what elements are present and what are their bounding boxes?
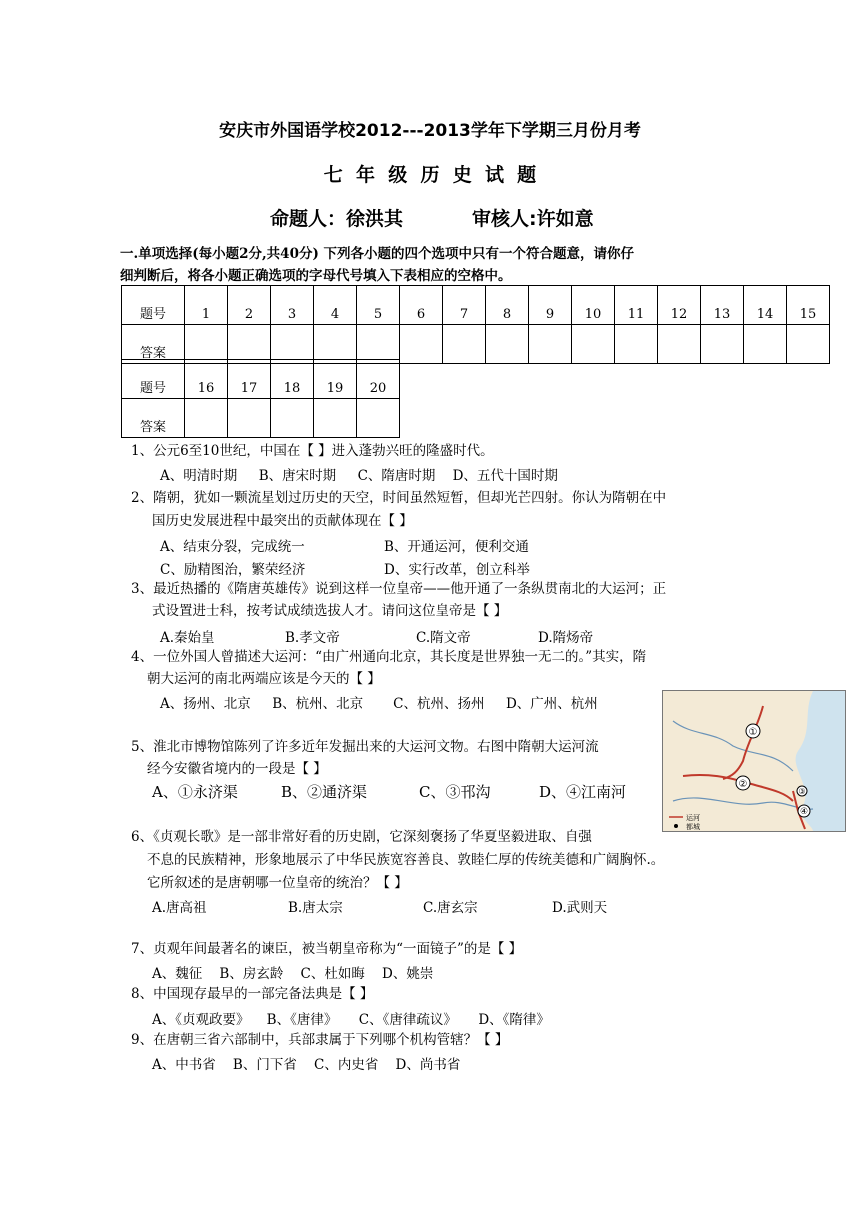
question-8: 8、中国现存最早的一部完备法典是【 】 [131, 986, 374, 1002]
question-number: 19 [314, 360, 357, 399]
marker-1: ① [748, 727, 758, 738]
question-reviewer: 审核人:许如意 [472, 208, 594, 230]
question-2-option-d: D、实行改革，创立科举 [384, 562, 530, 578]
question-2-line1: 2、隋朝，犹如一颗流星划过历史的天空，时间虽然短暂，但却光芒四射。你认为隋朝在中 [131, 490, 667, 506]
exam-title: 安庆市外国语学校2012---2013学年下学期三月份月考 [219, 121, 641, 141]
question-number: 10 [572, 286, 615, 325]
question-7-options: A、魏征 B、房玄龄 C、杜如晦 D、姚崇 [152, 966, 434, 982]
question-2-option-b: B、开通运河，便利交通 [384, 539, 529, 555]
answer-cell[interactable] [658, 325, 701, 364]
question-6-line2: 不息的民族精神，形象地展示了中华民族宽容善良、敦睦仁厚的传统美德和广阔胸怀.。 [147, 852, 665, 868]
question-number: 2 [228, 286, 271, 325]
section-heading-line2: 细判断后，将各小题正确选项的字母代号填入下表相应的空格中。 [120, 268, 512, 284]
answer-cell[interactable] [228, 399, 271, 438]
land-area [663, 691, 813, 831]
question-6-option-d: D.武则天 [552, 900, 608, 916]
subtitle-text: 七 年 级 历 史 试 题 [323, 164, 537, 186]
canal-map-drawing [663, 691, 845, 831]
question-number: 16 [185, 360, 228, 399]
question-5-line1: 5、淮北市博物馆陈列了许多近年发掘出来的大运河文物。右图中隋朝大运河流 [131, 739, 599, 755]
question-number: 5 [357, 286, 400, 325]
question-number: 14 [744, 286, 787, 325]
answer-cell[interactable] [400, 325, 443, 364]
question-number: 7 [443, 286, 486, 325]
answer-cell[interactable] [615, 325, 658, 364]
number-label: 题号 [122, 286, 185, 325]
question-7: 7、贞观年间最著名的谏臣，被当朝皇帝称为“一面镜子”的是【 】 [131, 941, 523, 957]
question-setter: 命题人：徐洪其 [270, 208, 404, 230]
question-2-option-a: A、结束分裂，完成统一 [160, 539, 305, 555]
marker-3: ③ [798, 787, 806, 796]
question-5-option-b: B、②通济渠 [281, 783, 368, 801]
answer-cell[interactable] [572, 325, 615, 364]
answer-table-1-answer-row [122, 325, 830, 364]
question-6-option-c: C.唐玄宗 [423, 900, 478, 916]
question-3-line2: 式设置进士科，按考试成绩选拔人才。请问这位皇帝是【 】 [152, 603, 508, 619]
answer-cell[interactable] [271, 399, 314, 438]
question-number: 18 [271, 360, 314, 399]
question-9-options: A、中书省 B、门下省 C、内史省 D、尚书省 [152, 1057, 461, 1073]
answer-cell[interactable] [185, 325, 228, 364]
question-5-option-d: D、④江南河 [539, 783, 627, 801]
question-6-option-a: A.唐高祖 [152, 900, 207, 916]
answer-cell[interactable] [185, 399, 228, 438]
answer-cell[interactable] [443, 325, 486, 364]
question-5-option-a: A、①永济渠 [152, 783, 238, 801]
grand-canal-map [662, 690, 846, 832]
number-label: 题号 [122, 360, 185, 399]
question-1: 1、公元6至10世纪，中国在【 】进入蓬勃兴旺的隆盛时代。 [131, 443, 494, 459]
question-3-line1: 3、最近热播的《隋唐英雄传》说到这样一位皇帝——他开通了一条纵贯南北的大运河；正 [131, 581, 667, 597]
answer-cell[interactable] [271, 325, 314, 364]
question-number: 9 [529, 286, 572, 325]
question-4-line1: 4、一位外国人曾描述大运河：“由广州通向北京，其长度是世界独一无二的。”其实，隋 [131, 649, 647, 665]
answer-cell[interactable] [787, 325, 830, 364]
question-number: 8 [486, 286, 529, 325]
answer-cell[interactable] [314, 325, 357, 364]
answer-cell[interactable] [357, 325, 400, 364]
answer-cell[interactable] [701, 325, 744, 364]
question-8-options: A、《贞观政要》 B、《唐律》 C、《唐律疏议》 D、《隋律》 [152, 1012, 550, 1028]
question-3-option-c: C.隋文帝 [416, 630, 471, 646]
answer-label: 答案 [122, 399, 185, 438]
question-4-line2: 朝大运河的南北两端应该是今天的【 】 [147, 671, 381, 687]
section-heading-line1: 一.单项选择(每小题2分,共40分) 下列各小题的四个选项中只有一个符合题意，请你仔 [120, 246, 635, 262]
question-number: 15 [787, 286, 830, 325]
question-number: 17 [228, 360, 271, 399]
question-6-line3: 它所叙述的是唐朝哪一位皇帝的统治？【 】 [147, 875, 408, 891]
marker-4: ④ [799, 807, 809, 817]
answer-table-2-number-row [122, 360, 400, 399]
question-number: 20 [357, 360, 400, 399]
question-number: 13 [701, 286, 744, 325]
legend-canal-label: 运河 [686, 814, 700, 822]
marker-2: ② [738, 779, 748, 790]
answer-table-1 [121, 285, 830, 364]
question-9: 9、在唐朝三省六部制中，兵部隶属于下列哪个机构管辖？【 】 [131, 1032, 509, 1048]
question-3-option-a: A.秦始皇 [160, 630, 215, 646]
question-number: 3 [271, 286, 314, 325]
answer-cell[interactable] [486, 325, 529, 364]
legend-capital-swatch [674, 824, 678, 828]
question-number: 4 [314, 286, 357, 325]
answer-table-2-answer-row [122, 399, 400, 438]
answer-cell[interactable] [529, 325, 572, 364]
question-6-option-b: B.唐太宗 [288, 900, 343, 916]
answer-cell[interactable] [357, 399, 400, 438]
answer-cell[interactable] [314, 399, 357, 438]
question-1-options: A、明清时期 B、唐宋时期 C、隋唐时期 D、五代十国时期 [160, 468, 558, 484]
question-5-option-c: C、③邗沟 [419, 783, 491, 801]
answer-table-2 [121, 359, 400, 438]
question-4-options: A、扬州、北京 B、杭州、北京 C、杭州、扬州 D、广州、杭州 [160, 696, 598, 712]
question-number: 6 [400, 286, 443, 325]
question-number: 12 [658, 286, 701, 325]
question-5-line2: 经今安徽省境内的一段是【 】 [147, 761, 327, 777]
question-number: 1 [185, 286, 228, 325]
answer-table-1-number-row [122, 286, 830, 325]
question-2-line2: 国历史发展进程中最突出的贡献体现在【 】 [152, 513, 413, 529]
answer-cell[interactable] [744, 325, 787, 364]
question-6-line1: 6、《贞观长歌》是一部非常好看的历史剧，它深刻褒扬了华夏坚毅进取、自强 [131, 829, 592, 845]
question-2-option-c: C、励精图治，繁荣经济 [160, 562, 306, 578]
question-3-option-b: B.孝文帝 [285, 630, 340, 646]
exam-subtitle [0, 160, 860, 187]
question-number: 11 [615, 286, 658, 325]
answer-label: 答案 [122, 325, 185, 364]
legend-capital-label: 都城 [686, 823, 700, 831]
answer-cell[interactable] [228, 325, 271, 364]
question-3-option-d: D.隋炀帝 [538, 630, 594, 646]
